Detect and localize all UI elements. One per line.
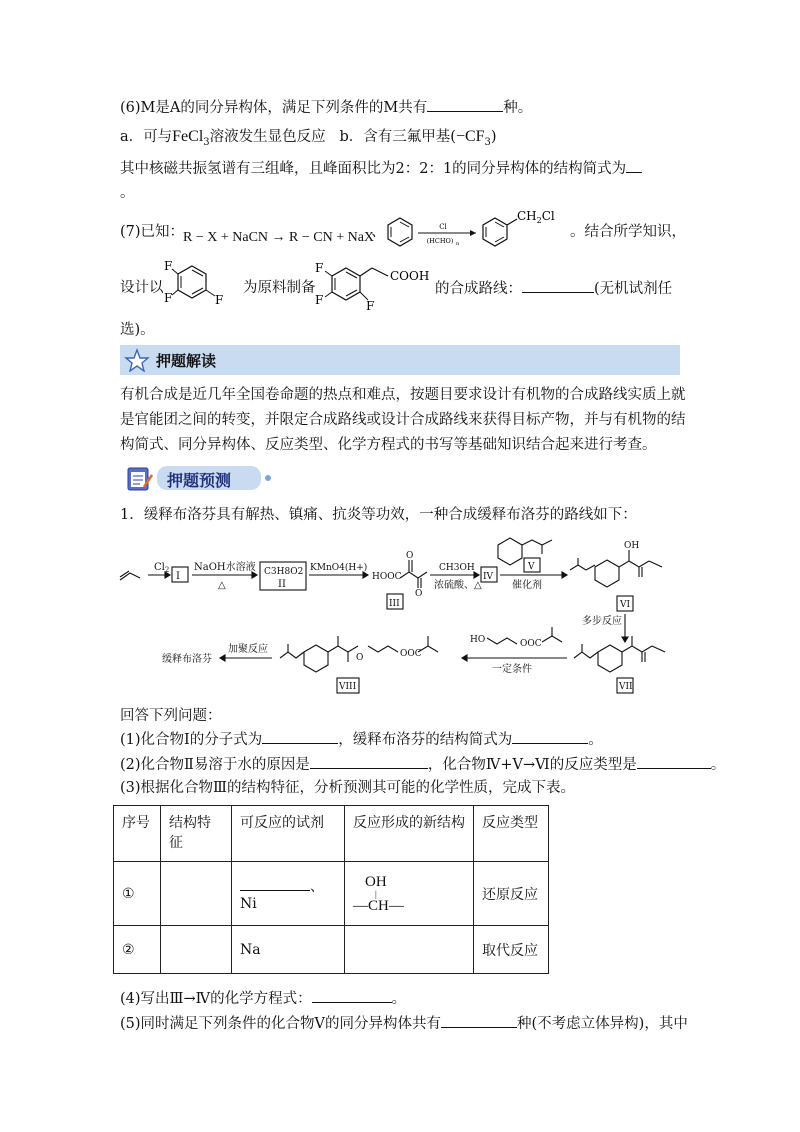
svg-text:n: n: [456, 241, 460, 247]
svg-text:COOH: COOH: [390, 269, 430, 283]
product-label: 缓释布洛芬: [162, 654, 212, 665]
trifluorobenzene-structure: [160, 258, 242, 314]
svg-text:F: F: [215, 293, 224, 307]
q7-chloromethylation-scheme: [380, 204, 570, 258]
box-label-III: III: [389, 599, 400, 609]
table-row: ② Na 取代反应: [114, 926, 549, 974]
arrow-top-label: Cl: [439, 223, 447, 231]
svg-text:O: O: [415, 589, 423, 599]
benzene-ring: [332, 268, 360, 300]
answer-blank[interactable]: [522, 278, 594, 293]
answer-blank[interactable]: [310, 754, 428, 769]
svg-text:F: F: [164, 259, 173, 273]
answer-blank[interactable]: [626, 158, 642, 173]
svg-text:F: F: [164, 291, 173, 305]
answer-blank[interactable]: [512, 729, 588, 744]
target-acid-structure: [310, 254, 440, 316]
answer-blank[interactable]: [312, 988, 392, 1003]
q7-suffix: 。结合所学知识，: [570, 224, 686, 240]
notepad-icon: [125, 463, 155, 493]
arrow-bottom-label: (HCHO): [426, 237, 454, 245]
problem1-intro: 1．缓释布洛芬具有解热、镇痛、抗炎等功效，一种合成缓释布洛芬的路线如下：: [120, 507, 637, 523]
svg-text:O: O: [406, 551, 414, 561]
properties-table: [113, 805, 549, 974]
box-label-V: V: [528, 562, 535, 572]
synthesis-route-scheme: [112, 530, 692, 700]
box-label-VI: VI: [620, 600, 631, 610]
table-row: ① 、Ni OH | —CH— 还原反应: [114, 862, 549, 926]
sub-question-1: (1)化合物Ⅰ的分子式为 ，缓释布洛芬的结构简式为 。: [120, 729, 603, 750]
box-label-VII: VII: [619, 682, 633, 692]
sub-question-5: (5)同时满足下列条件的化合物Ⅴ的同分异构体共有 种(不考虑立体异构)，其中: [120, 1013, 688, 1034]
svg-text:C3H8O2: C3H8O2: [264, 567, 304, 577]
sub-question-2: (2)化合物Ⅱ易溶于水的原因是 ，化合物Ⅳ+Ⅴ→Ⅵ的反应类型是 。: [120, 754, 725, 775]
benzene-ring: [178, 266, 206, 298]
box-label-I: I: [176, 571, 180, 582]
svg-text:HO: HO: [470, 635, 486, 645]
svg-text:CH3OH: CH3OH: [439, 563, 475, 573]
answer-blank[interactable]: [240, 876, 310, 891]
q6-line1: (6)M是A的同分异构体，满足下列条件的M共有 种。: [120, 97, 532, 118]
svg-text:△: △: [218, 580, 226, 591]
svg-text:多步反应: 多步反应: [582, 616, 622, 627]
box-label-VIII: VIII: [339, 682, 357, 692]
svg-text:Cl2: $Cl_2$: [154, 562, 170, 574]
box-label-II: II: [278, 579, 286, 590]
sub-question-4: (4)写出Ⅲ→Ⅳ的化学方程式： 。: [120, 988, 406, 1009]
answer-blank[interactable]: [262, 729, 338, 744]
svg-text:F: F: [366, 299, 375, 313]
answer-blank[interactable]: [637, 754, 711, 769]
svg-text:OOC: OOC: [520, 639, 542, 649]
svg-text:O: O: [356, 653, 364, 663]
table-header-row: 序号 结构特征 可反应的试剂 反应形成的新结构 反应类型: [114, 806, 549, 862]
q6-conditions: a．可与FeCl$_3$溶液发生显色反应 b．含有三氟甲基$(-CF_3)$: [120, 128, 497, 148]
q7-equation: R − X + NaCN → R − CN + NaX: [183, 230, 375, 245]
svg-text:浓硫酸、△: 浓硫酸、△: [434, 580, 482, 591]
interpretation-banner: [120, 345, 680, 375]
q7-route-line: 的合成路线： (无机试剂任: [435, 278, 672, 299]
answer-blank[interactable]: [427, 97, 503, 112]
propene-structure: [120, 573, 140, 580]
arrow-head: [470, 230, 476, 236]
answer-blank[interactable]: [441, 1013, 517, 1028]
q6-line3-end: 。: [120, 185, 135, 201]
star-icon: [124, 348, 150, 372]
svg-text:F: F: [315, 293, 324, 307]
svg-text:OH: OH: [624, 541, 640, 551]
banner-title: 押题解读: [156, 352, 217, 370]
svg-text:一定条件: 一定条件: [492, 664, 532, 675]
prediction-banner: [125, 463, 273, 493]
sub-question-3: (3)根据化合物Ⅲ的结构特征，分析预测其可能的化学性质，完成下表。: [120, 780, 576, 796]
banner-title: 押题预测: [167, 471, 232, 490]
q7-prefix: (7)已知：: [120, 224, 185, 240]
svg-text:OOC: OOC: [400, 649, 422, 659]
q6-line3: 其中核磁共振氢谱有三组峰，且峰面积比为2：2：1的同分异构体的结构简式为: [120, 158, 642, 179]
svg-text:催化剂: 催化剂: [512, 580, 542, 591]
dot-decoration: [265, 475, 271, 481]
ch2cl-label: $CH_2Cl$: [517, 209, 555, 225]
bond: [507, 219, 517, 225]
svg-text:KMnO4(H+): KMnO4(H+): [310, 563, 368, 573]
svg-text:NaOH水溶液: NaOH水溶液: [194, 562, 256, 573]
box-label-IV: IV: [483, 572, 494, 582]
svg-text:HOOC: HOOC: [372, 572, 402, 582]
svg-text:加聚反应: 加聚反应: [228, 644, 268, 655]
svg-text:F: F: [315, 261, 324, 275]
